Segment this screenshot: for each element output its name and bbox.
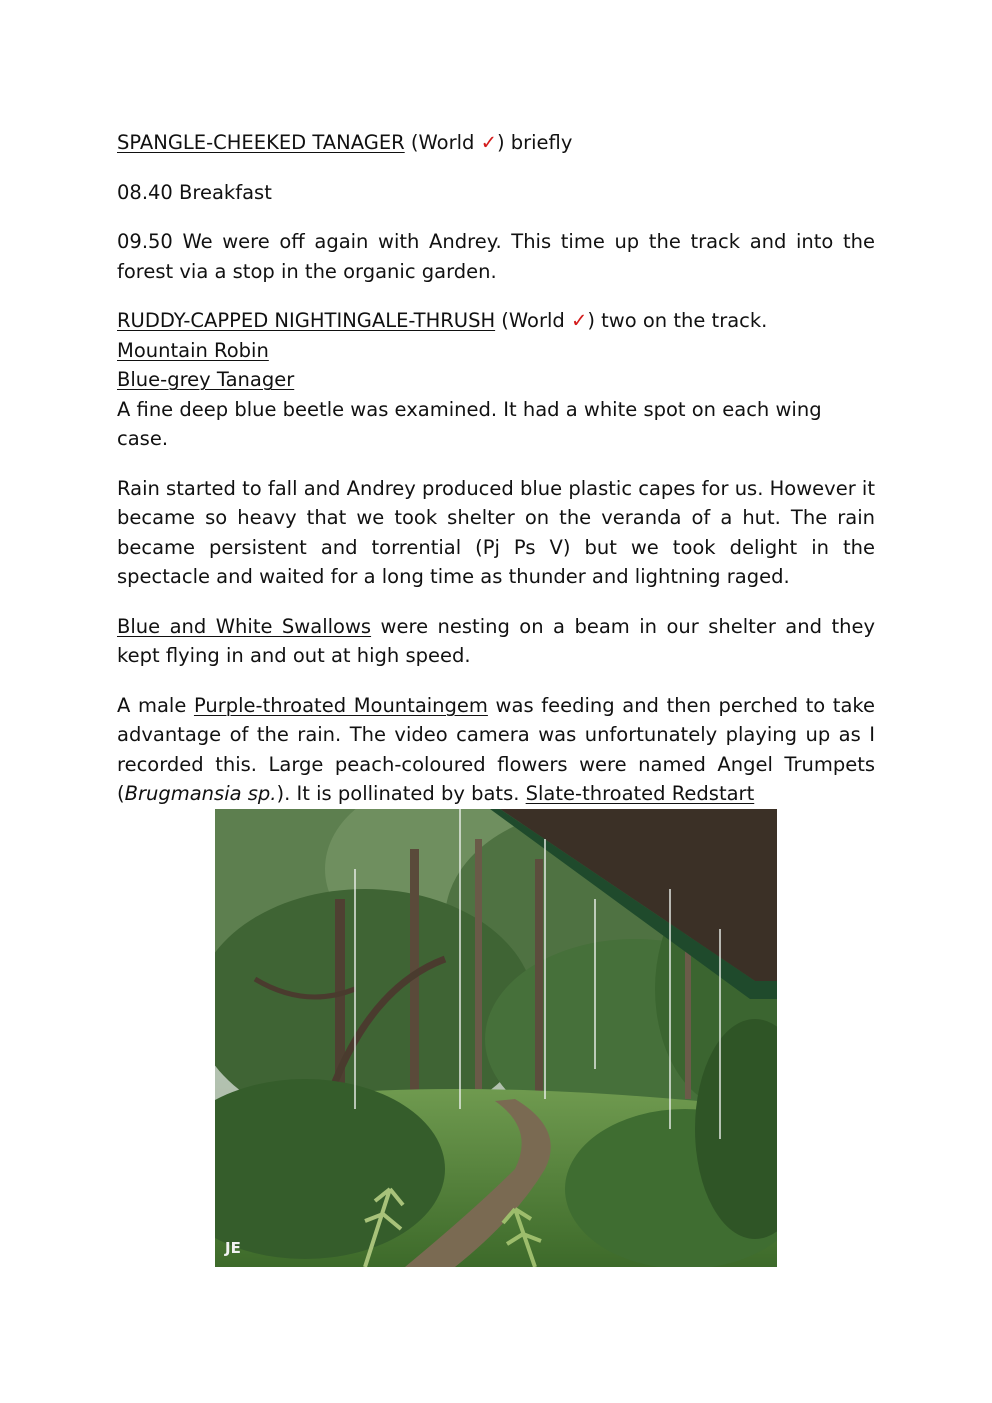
paragraph-off-again: 09.50 We were off again with Andrey. This time up the track and into the forest via a stop in the organic garden.: [117, 230, 875, 283]
paragraph-breakfast: 08.40 Breakfast: [117, 180, 272, 204]
paragraph-swallows: [117, 612, 875, 671]
document-body: [117, 128, 875, 829]
text-run: ) two on the track.: [587, 309, 768, 332]
text-run: A fine deep blue beetle was examined. It had a white spot on each wing case.: [117, 397, 822, 450]
paragraph-mountaingem: [117, 691, 875, 809]
species-name: RUDDY-CAPPED NIGHTINGALE-THRUSH: [117, 309, 496, 332]
species-name: Mountain Robin: [117, 338, 269, 362]
species-name: Blue-grey Tanager: [117, 368, 295, 391]
species-name: SPANGLE-CHEEKED TANAGER: [117, 131, 405, 154]
text-run: was feeding and then perched to take advantage of the rain. The video camera was unfortunately playing up as I recorded this. Large peach-coloured flowers were named Angel Trumpets (: [117, 693, 875, 805]
text-run: ) briefly: [496, 131, 573, 154]
paragraph-rain: Rain started to fall and Andrey produced blue plastic capes for us. However it became so heavy that we took shelter on the veranda of a hut. The rain became persistent and torrential (Pj Ps V) but we took delight in the spectacle and waited for a long time as thunder and lightning raged.: [117, 476, 875, 588]
species-name: Purple-throated Mountaingem: [193, 693, 488, 717]
paragraph-spangle-cheeked-tanager: [117, 128, 875, 158]
tick-mark: ✓: [480, 131, 497, 154]
forest-photo-illustration: [215, 809, 777, 1267]
forest-rain-photo: [215, 809, 777, 1267]
text-run: A male: [117, 693, 194, 717]
text-run: (World: [404, 131, 481, 154]
species-name: Blue and White Swallows: [117, 614, 372, 638]
tick-mark: ✓: [571, 309, 588, 332]
text-run: (World: [495, 309, 571, 332]
photo-credit: JE: [225, 1239, 241, 1257]
text-run: were nesting on a beam in our shelter and they kept flying in and out at high speed.: [117, 614, 875, 667]
species-name: Slate-throated Redstart: [525, 782, 755, 805]
paragraph-species-list: [117, 306, 875, 454]
text-run: ). It is pollinated by bats.: [276, 782, 526, 805]
italic-latin-name: Brugmansia sp.: [124, 782, 277, 805]
